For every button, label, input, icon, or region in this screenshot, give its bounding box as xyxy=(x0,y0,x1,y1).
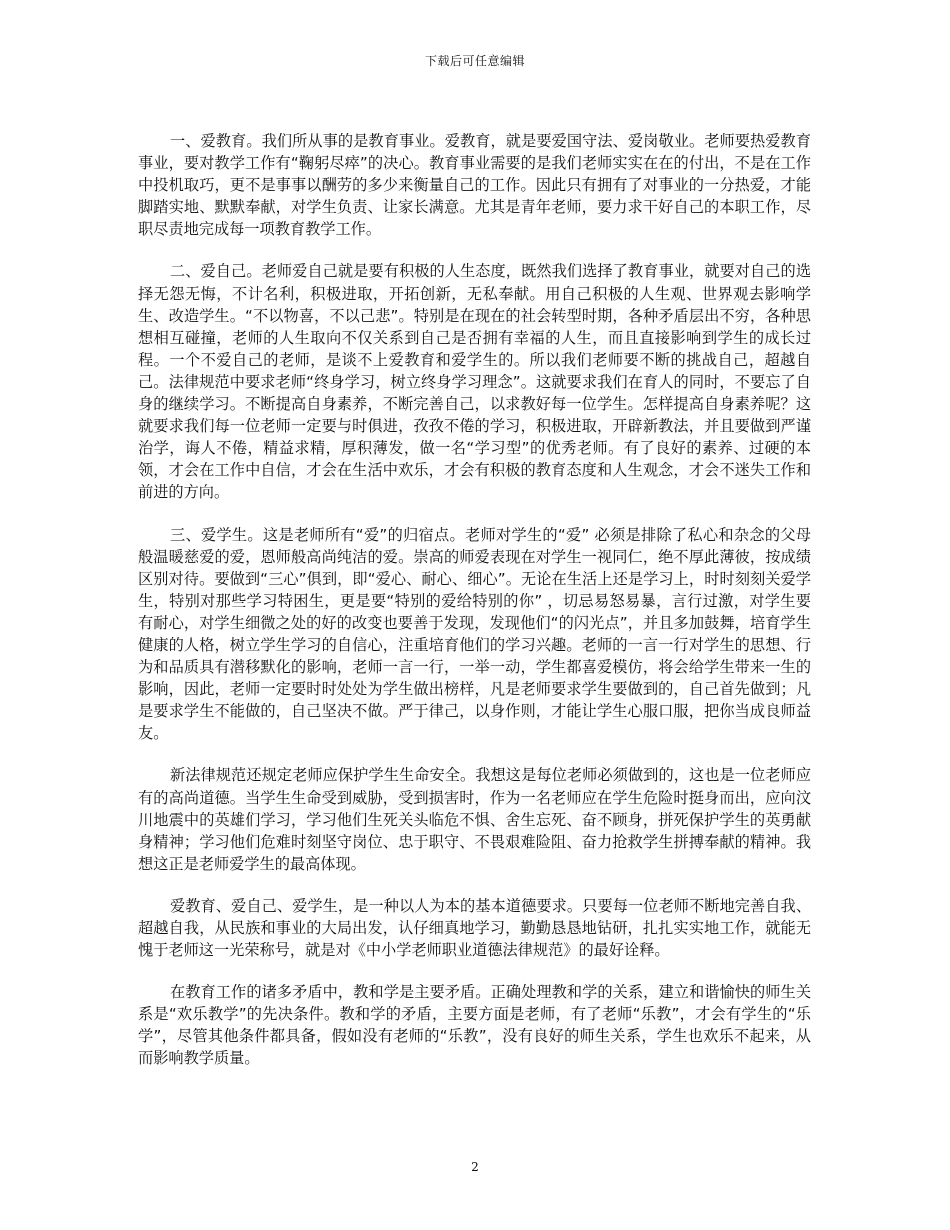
paragraph-love-self: 二、爱自己。老师爱自己就是要有积极的人生态度，既然我们选择了教育事业，就要对自己的选择无怨无悔，不计名利，积极进取，开拓创新，无私奉献。用自己积极的人生观、世界观去影响学生、改造学生。“不以物喜，不以己悲”。特别是在现在的社会转型时期，各种矛盾层出不穷，各种思想相互碰撞，老师的人生取向不仅关系到自己是否拥有幸福的人生，而且直接影响到学生的成长过程。一个不爱自己的老师，是谈不上爱教育和爱学生的。所以我们老师要不断的挑战自己，超越自己。法律规范中要求老师“终身学习，树立终身学习理念”。这就要求我们在育人的同时，不要忘了自身的继续学习。不断提高自身素养，不断完善自己，以求教好每一位学生。怎样提高自身素养呢？这就要求我们每一位老师一定要与时俱进，孜孜不倦的学习，积极进取，开辟新教法，并且要做到严谨治学，诲人不倦，精益求精，厚积薄发，做一名“学习型”的优秀老师。有了良好的素养、过硬的本领，才会在工作中自信，才会在生活中欢乐，才会有积极的教育态度和人生观念，才会不迷失工作和前进的方向。 xyxy=(138,262,811,502)
paragraph-love-education: 一、爱教育。我们所从事的是教育事业。爱教育，就是要爱国守法、爱岗敬业。老师要热爱教育事业，要对教学工作有“鞠躬尽瘁”的决心。教育事业需要的是我们老师实实在在的付出，不是在工作中投机取巧，更不是事事以酬劳的多少来衡量自己的工作。因此只有拥有了对事业的一分热爱，才能脚踏实地、默默奉献，对学生负责、让家长满意。尤其是青年老师，要力求干好自己的本职工作，尽职尽责地完成每一项教育教学工作。 xyxy=(138,132,811,239)
paragraph-love-students: 三、爱学生。这是老师所有“爱”的归宿点。老师对学生的“爱” 必须是排除了私心和杂念的父母般温暖慈爱的爱，恩师般高尚纯洁的爱。崇高的师爱表现在对学生一视同仁，绝不厚此薄彼，按成绩区别对待。要做到“三心”俱到，即“爱心、耐心、细心”。无论在生活上还是学习上，时时刻刻关爱学生，特别对那些学习特困生，更是要“特别的爱给特别的你” ，切忌易怒易暴，言行过激，对学生要有耐心，对学生细微之处的好的改变也要善于发现，发现他们“的闪光点”，并且多加鼓舞，培育学生健康的人格，树立学生学习的自信心，注重培育他们的学习兴趣。老师的一言一行对学生的思想、行为和品质具有潜移默化的影响，老师一言一行，一举一动，学生都喜爱模仿，将会给学生带来一生的影响，因此，老师一定要时时处处为学生做出榜样，凡是老师要求学生要做到的，自己首先做到；凡是要求学生不能做的，自己坚决不做。严于律己，以身作则，才能让学生心服口服，把你当成良师益友。 xyxy=(138,525,811,743)
paragraph-summary: 爱教育、爱自己、爱学生，是一种以人为本的基本道德要求。只要每一位老师不断地完善自我、超越自我，从民族和事业的大局出发，认仔细真地学习，勤勤恳恳地钻研，扎扎实实地工作，就能无愧于老师这一光荣称号，就是对《中小学老师职业道德法律规范》的最好诠释。 xyxy=(138,896,811,960)
page-number: 2 xyxy=(471,1160,479,1174)
paragraph-student-safety: 新法律规范还规定老师应保护学生生命安全。我想这是每位老师必须做到的，这也是一位老师应有的高尚道德。当学生生命受到威胁，受到损害时，作为一名老师应在学生危险时挺身而出，应向汶川地震中的英雄们学习，学习他们生死关头临危不惧、舍生忘死、奋不顾身，拼死保护学生的英勇献身精神；学习他们危难时刻坚守岗位、忠于职守、不畏艰难险阻、奋力抢救学生拼搏奉献的精神。我想这正是老师爱学生的最高体现。 xyxy=(138,766,811,873)
document-body xyxy=(138,130,811,1090)
page-header: 下载后可任意编辑 xyxy=(424,54,525,68)
paragraph-happy-teaching: 在教育工作的诸多矛盾中，教和学是主要矛盾。正确处理教和学的关系，建立和谐愉快的师生关系是“欢乐教学”的先决条件。教和学的矛盾，主要方面是老师，有了老师“乐教”，才会有学生的“乐学”，尽管其他条件都具备，假如没有老师的“乐教”，没有良好的师生关系，学生也欢乐不起来，从而影响教学质量。 xyxy=(138,983,811,1068)
